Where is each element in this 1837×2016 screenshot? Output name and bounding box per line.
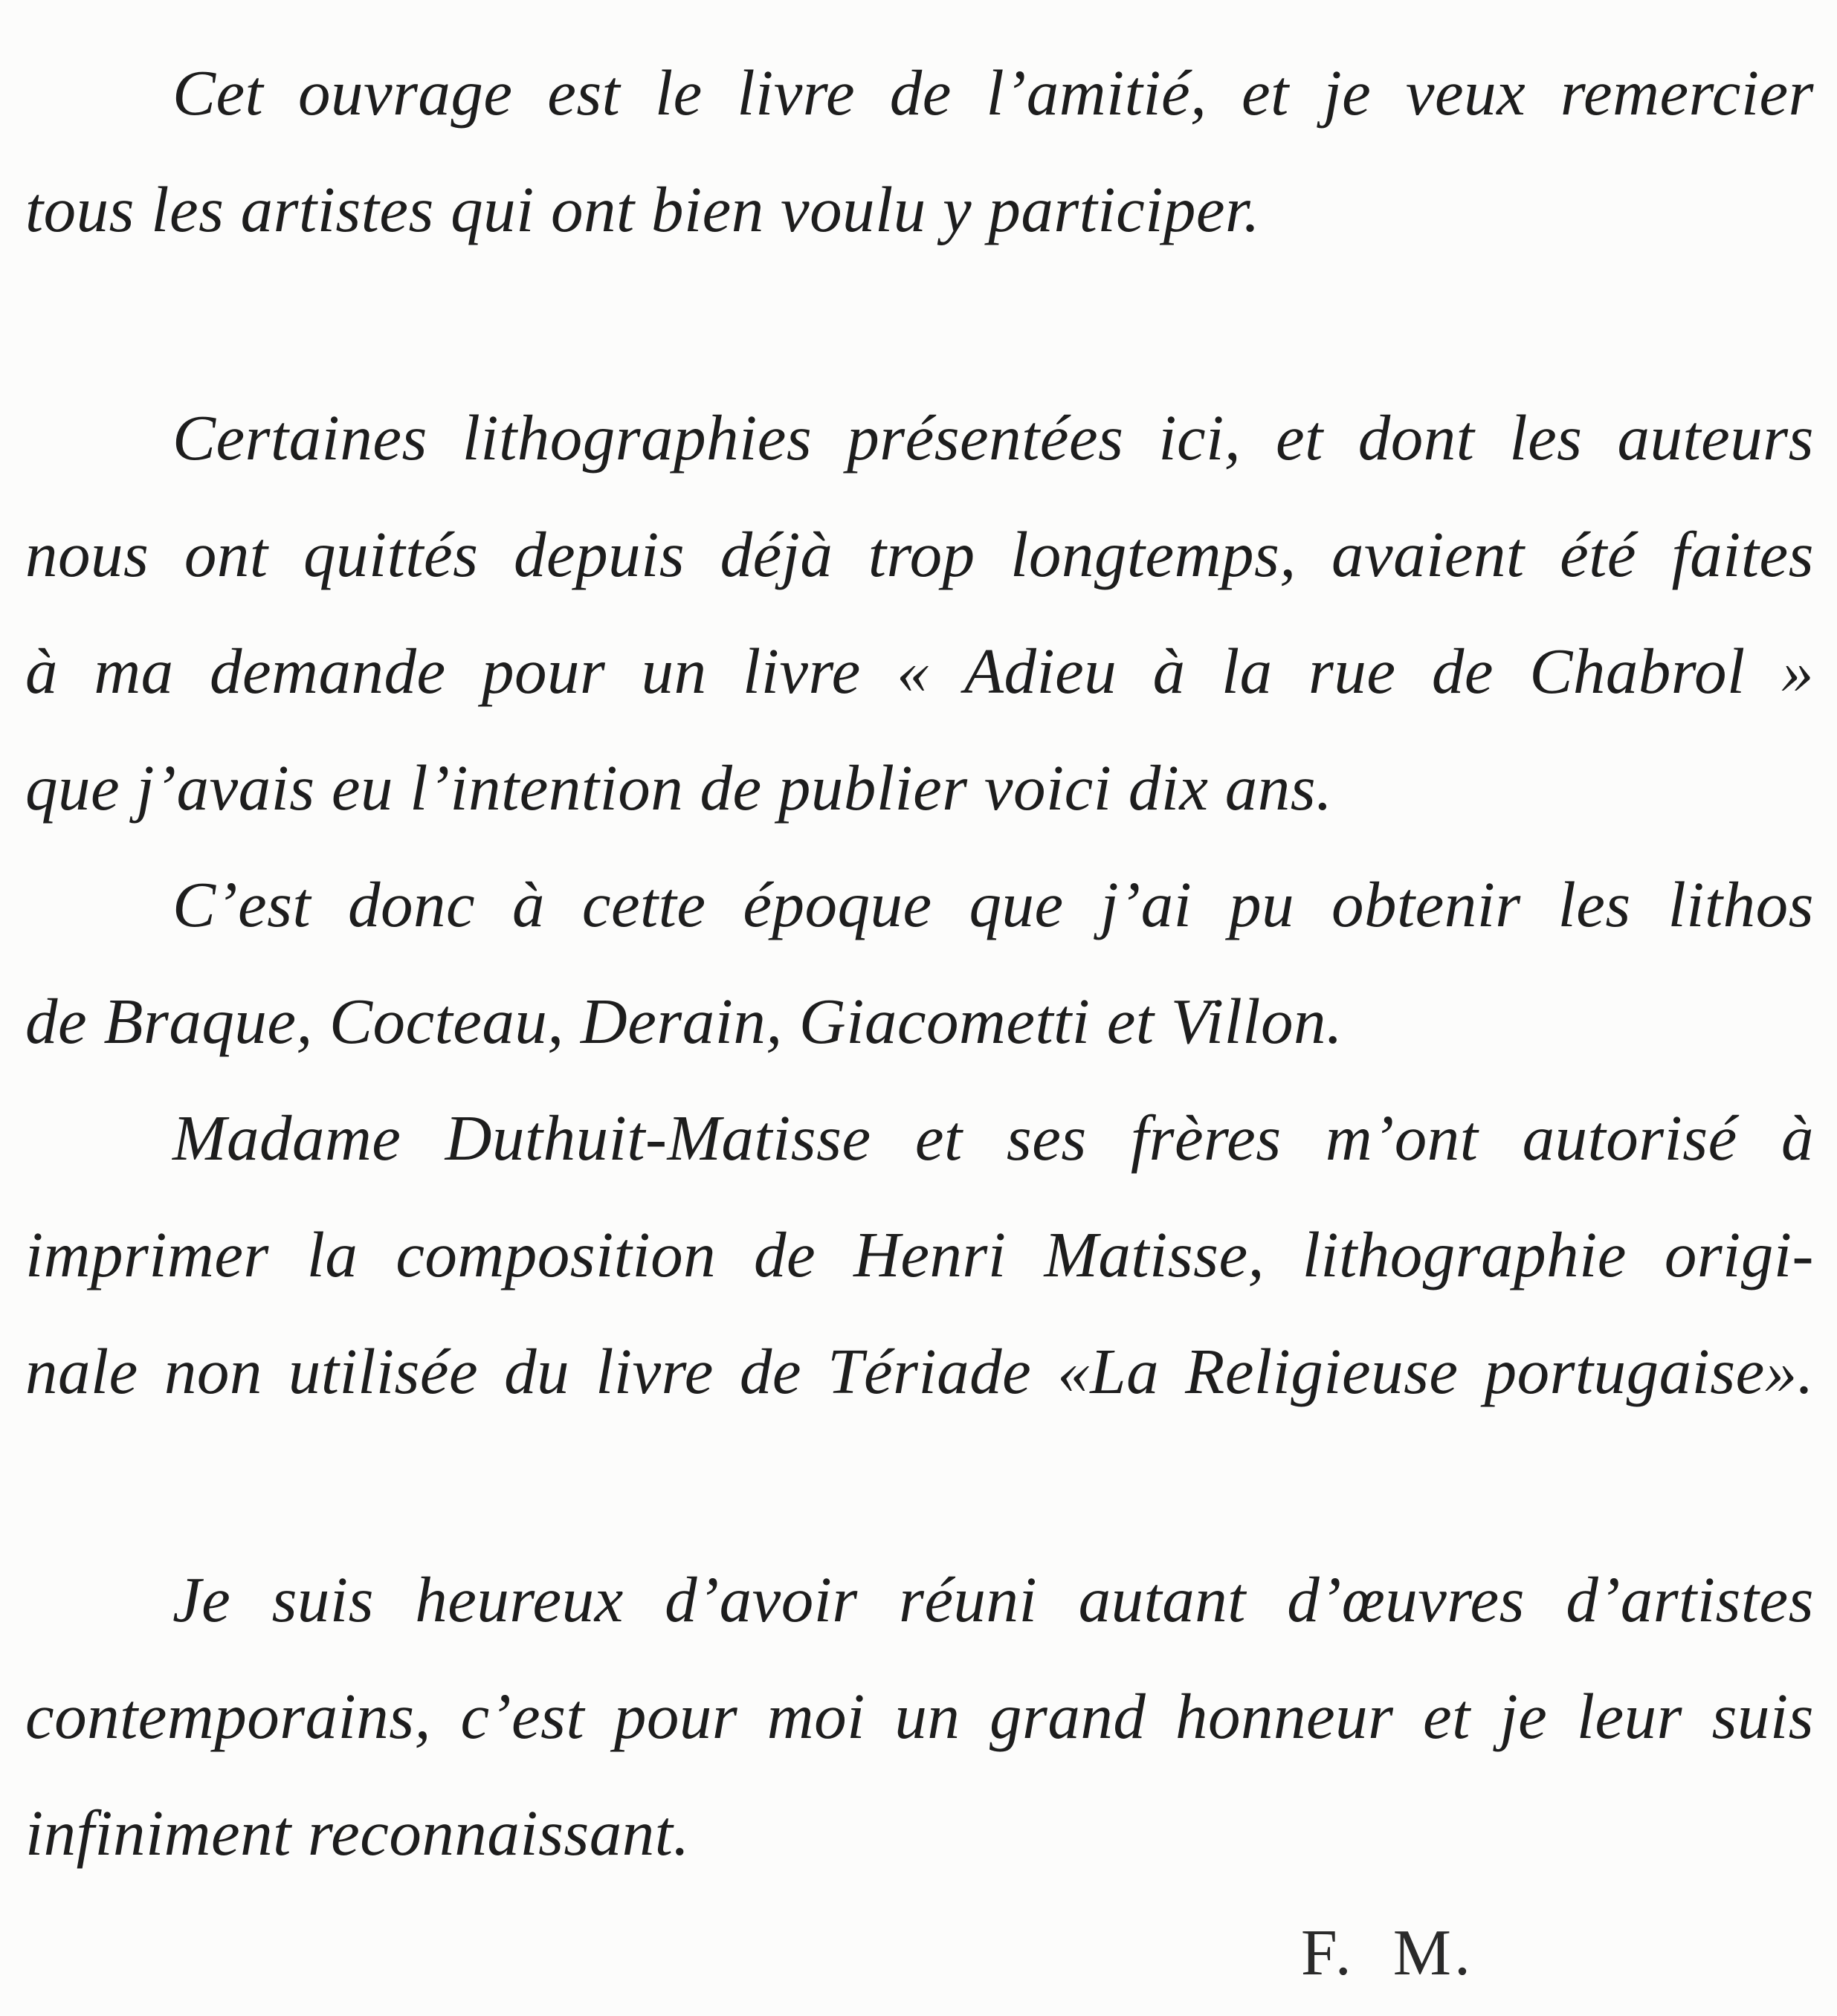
paragraph [25, 846, 1814, 1079]
text-line: à ma demande pour un livre « Adieu à la rue de Chabrol » [25, 635, 1814, 707]
text-line: contemporains, c’est pour moi un grand honneur et je leur suis [25, 1680, 1814, 1752]
text-line: Certaines lithographies présentées ici, et dont les auteurs [172, 401, 1814, 474]
paragraph-spacer [25, 268, 1814, 379]
paragraph [25, 1079, 1814, 1429]
text-line: de Braque, Cocteau, Derain, Giacometti et Villon. [25, 985, 1343, 1057]
text-line: que j’avais eu l’intention de publier voici dix ans. [25, 752, 1333, 824]
text-line: infiniment reconnaissant. [25, 1797, 690, 1869]
text-line: imprimer la composition de Henri Matisse, lithographie origi- [25, 1218, 1814, 1290]
signature-initials: F. M. [1300, 1917, 1473, 1989]
text-line: C’est donc à cette époque que j’ai pu obtenir les lithos [172, 868, 1814, 940]
text-line: Je suis heureux d’avoir réuni autant d’œuvres d’artistes [172, 1563, 1814, 1635]
text-line: nale non utilisée du livre de Tériade «La Religieuse portugaise». [25, 1335, 1814, 1407]
text-line: tous les artistes qui ont bien voulu y participer. [25, 173, 1260, 245]
paragraph-spacer [25, 1429, 1814, 1541]
text-line: Cet ouvrage est le livre de l’amitié, et je veux remercier [172, 56, 1814, 129]
text-line: Madame Duthuit-Matisse et ses frères m’ont autorisé à [172, 1102, 1814, 1174]
paragraph [25, 34, 1814, 268]
paragraph [25, 379, 1814, 846]
paragraph [25, 1541, 1814, 1891]
text-line: nous ont quittés depuis déjà trop longtemps, avaient été faites [25, 518, 1814, 590]
